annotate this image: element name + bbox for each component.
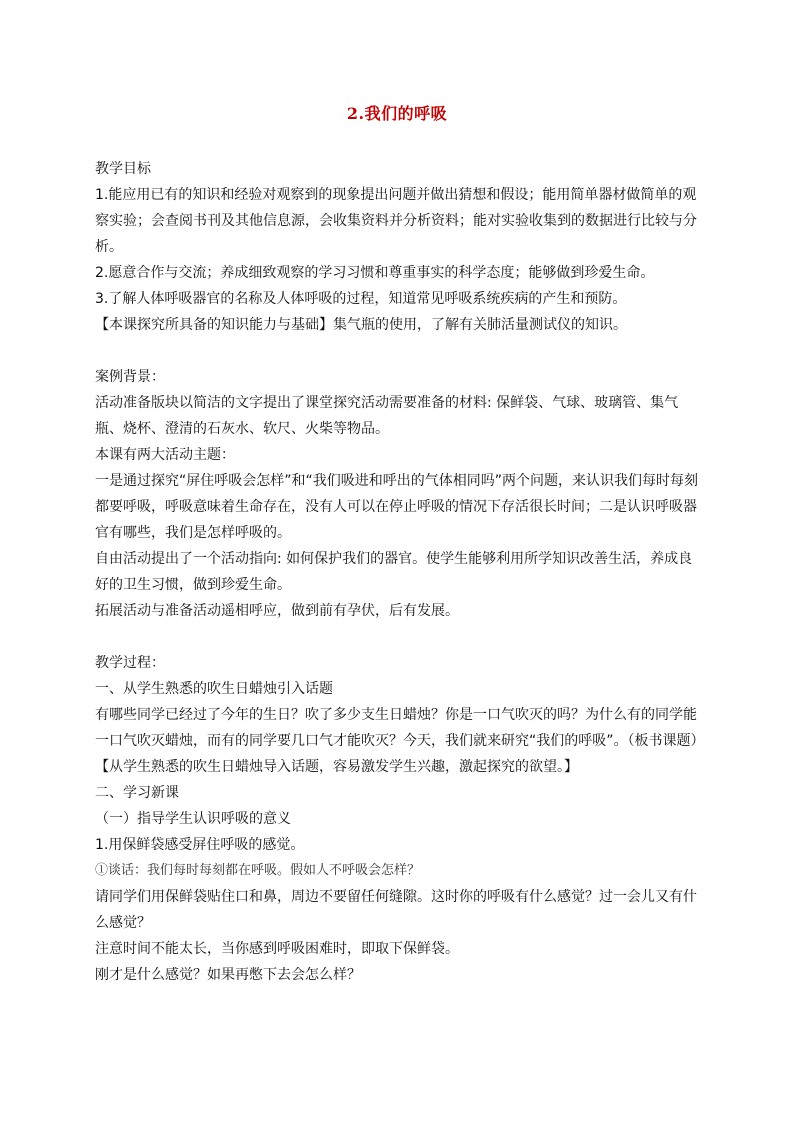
section-1-note: 【从学生熟悉的吹生日蜡烛导入话题，容易激发学生兴趣，激起探究的欲望。】 xyxy=(95,759,578,775)
subsection-1-heading: （一）指导学生认识呼吸的意义 xyxy=(95,811,291,827)
step-1-talk: ①谈话：我们每时每刻都在呼吸。假如人不呼吸会怎样？ xyxy=(95,863,421,878)
document-body xyxy=(95,156,703,988)
blank-line xyxy=(95,338,703,364)
section-2-heading: 二、学习新课 xyxy=(95,785,179,801)
background-paragraph-free-activity: 自由活动提出了一个活动指向: 如何保护我们的器官。使学生能够利用所学知识改善生活，养成良好的卫生习惯，做到珍爱生命。 xyxy=(95,551,693,593)
prerequisite-knowledge: 【本课探究所具备的知识能力与基础】集气瓶的使用，了解有关肺活量测试仪的知识。 xyxy=(95,317,627,333)
goal-3: 3.了解人体呼吸器官的名称及人体呼吸的过程，知道常见呼吸系统疾病的产生和预防。 xyxy=(95,291,627,307)
heading-case-background: 案例背景： xyxy=(95,369,165,385)
section-1-paragraph: 有哪些同学已经过了今年的生日？吹了多少支生日蜡烛？你是一口气吹灭的吗？为什么有的同学能一口气吹灭蜡烛，而有的同学要几口气才能吹灭？今天，我们就来研究“我们的呼吸”。（板书课题） xyxy=(95,707,705,749)
step-1-caution: 注意时间不能太长，当你感到呼吸困难时，即取下保鲜袋。 xyxy=(95,941,459,957)
step-1-instruction: 请同学们用保鲜袋贴住口和鼻，周边不要留任何缝隙。这时你的呼吸有什么感觉？过一会儿又有什么感觉？ xyxy=(95,889,697,931)
heading-teaching-process: 教学过程： xyxy=(95,655,165,671)
goal-2: 2.愿意合作与交流；养成细致观察的学习习惯和尊重事实的科学态度；能够做到珍爱生命。 xyxy=(95,265,655,281)
blank-line xyxy=(95,624,703,650)
step-1-question: 刚才是什么感觉？如果再憋下去会怎么样？ xyxy=(95,967,361,983)
background-paragraph-themes: 本课有两大活动主题： xyxy=(95,447,235,463)
step-1-heading: 1.用保鲜袋感受屏住呼吸的感觉。 xyxy=(95,837,305,853)
document-title: 2.我们的呼吸 xyxy=(346,104,448,123)
heading-teaching-goals: 教学目标 xyxy=(95,161,151,177)
background-paragraph-materials: 活动准备版块以简洁的文字提出了课堂探究活动需要准备的材料: 保鲜袋、气球、玻璃管、集气瓶、烧杯、澄清的石灰水、软尺、火柴等物品。 xyxy=(95,395,679,437)
background-paragraph-theme-details: 一是通过探究“屏住呼吸会怎样”和“我们吸进和呼出的气体相同吗”两个问题，来认识我们每时每刻都要呼吸，呼吸意味着生命存在，没有人可以在停止呼吸的情况下存活很长时间；二是认识呼吸器官有哪些，我们是怎样呼吸的。 xyxy=(95,473,699,541)
background-paragraph-extension: 拓展活动与准备活动遥相呼应，做到前有孕伏，后有发展。 xyxy=(95,603,459,619)
goal-1: 1.能应用已有的知识和经验对观察到的现象提出问题并做出猜想和假设；能用简单器材做简单的观察实验；会查阅书刊及其他信息源，会收集资料并分析资料；能对实验收集到的数据进行比较与分析。 xyxy=(95,187,697,255)
section-1-heading: 一、从学生熟悉的吹生日蜡烛引入话题 xyxy=(95,681,333,697)
